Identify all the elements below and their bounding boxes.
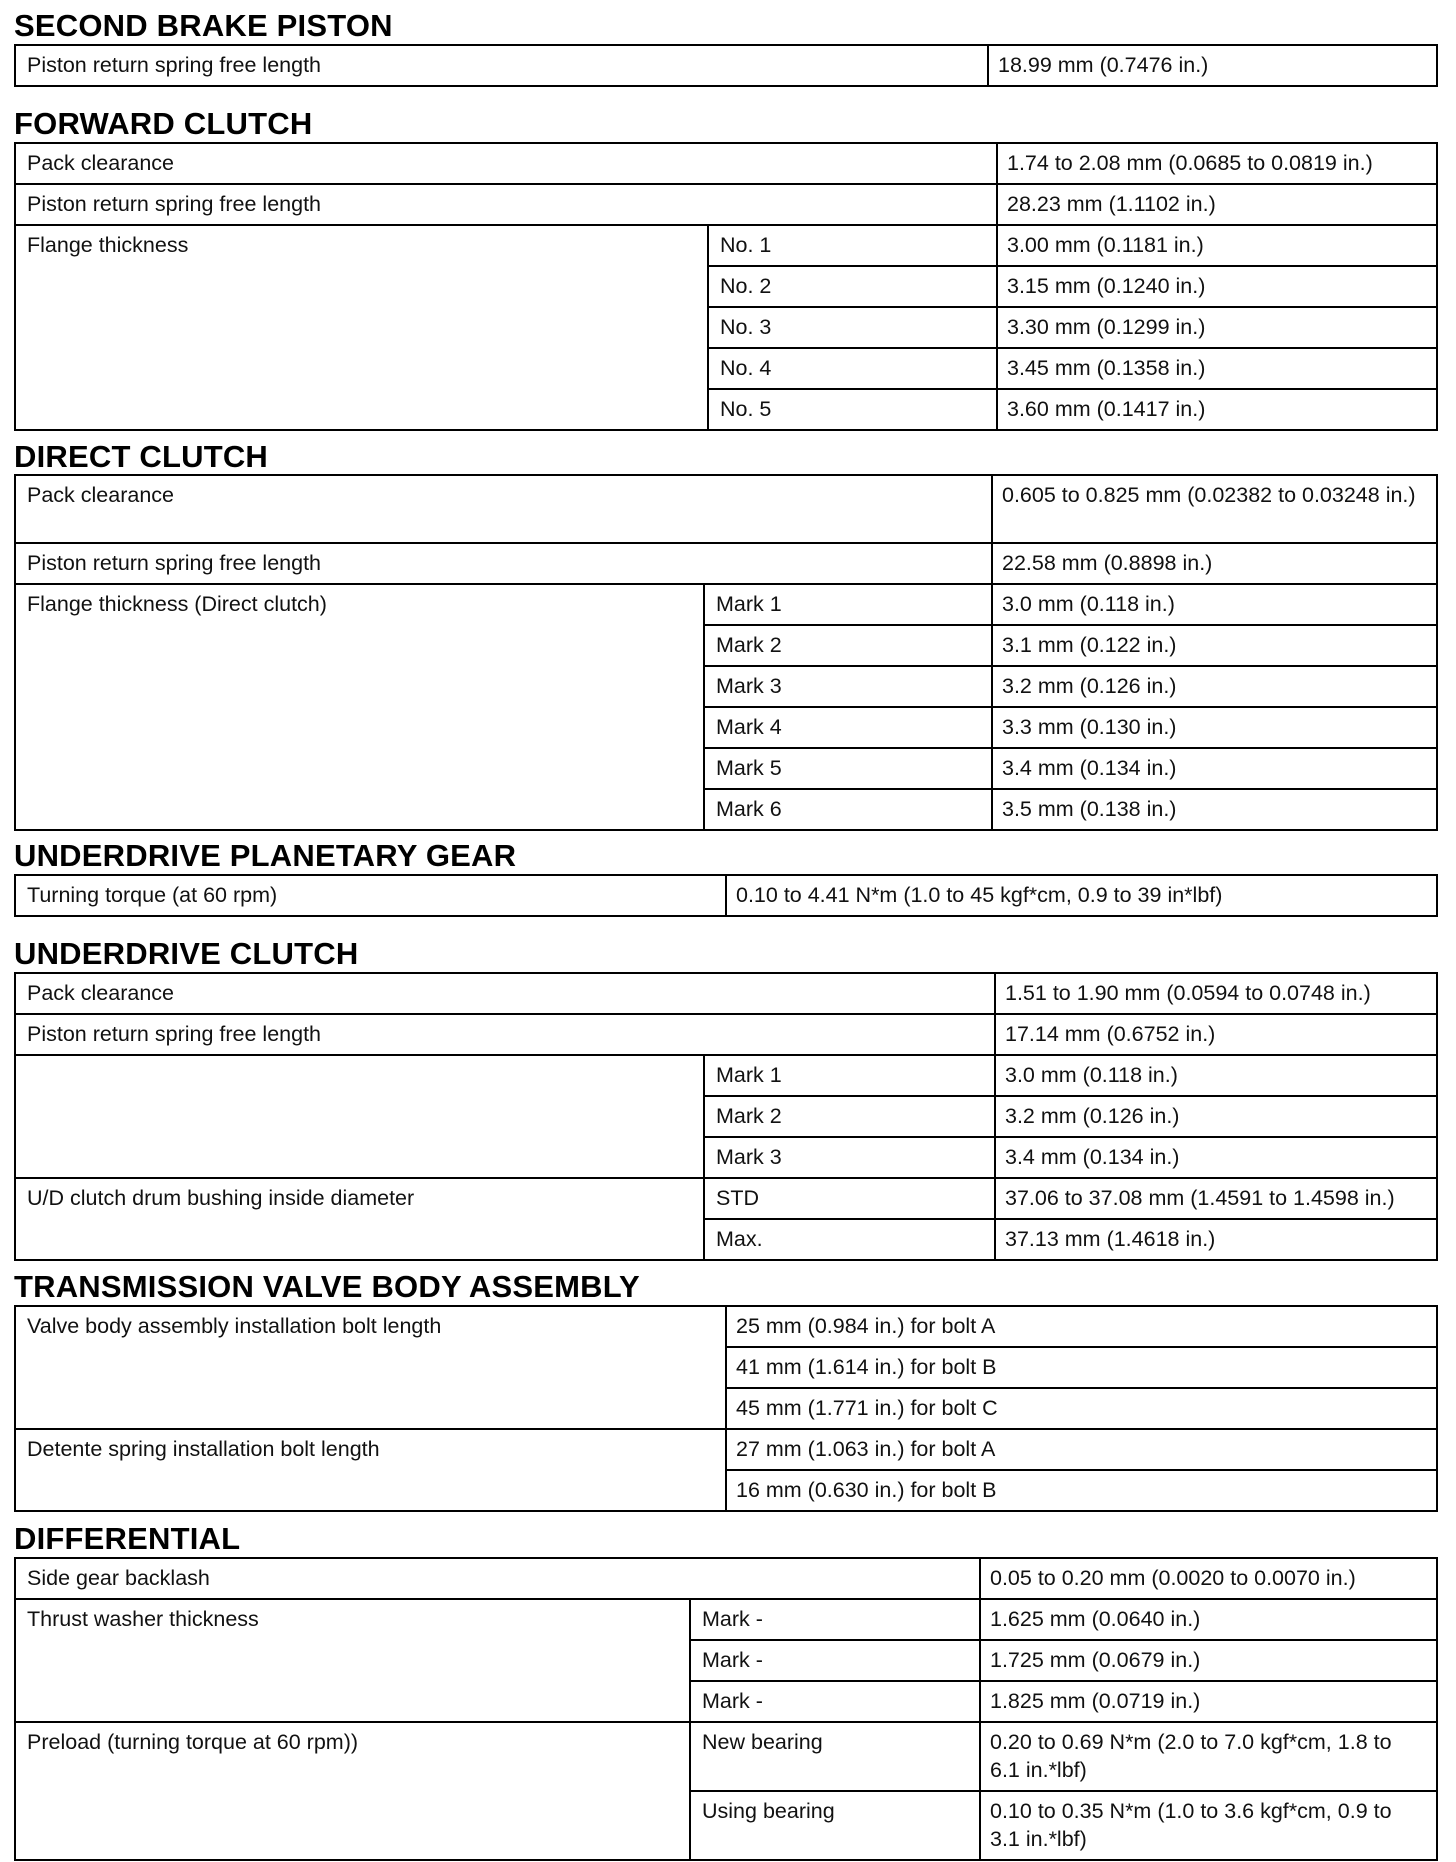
spec-value: 1.51 to 1.90 mm (0.0594 to 0.0748 in.): [995, 973, 1437, 1014]
spec-value: 17.14 mm (0.6752 in.): [995, 1014, 1437, 1055]
spec-sub-label: No. 4: [708, 348, 997, 389]
spec-sub-label: Mark 4: [704, 707, 992, 748]
spec-sub-label: No. 2: [708, 266, 997, 307]
section-title-underdrive-clutch: UNDERDRIVE CLUTCH: [14, 936, 359, 971]
spec-label: Flange thickness (Direct clutch): [15, 584, 704, 830]
section-title-underdrive-planetary-gear: UNDERDRIVE PLANETARY GEAR: [14, 838, 517, 873]
table-row: [15, 1429, 1437, 1470]
spec-sub-label: Mark 2: [704, 625, 992, 666]
spec-label: U/D clutch drum bushing inside diameter: [15, 1178, 704, 1260]
spec-value: 1.825 mm (0.0719 in.): [980, 1681, 1437, 1722]
table-row: [15, 1558, 1437, 1599]
spec-value: 45 mm (1.771 in.) for bolt C: [726, 1388, 1437, 1429]
section-title-differential: DIFFERENTIAL: [14, 1521, 241, 1556]
table-direct-clutch: [14, 474, 1438, 831]
spec-value: 3.4 mm (0.134 in.): [992, 748, 1437, 789]
spec-value: 16 mm (0.630 in.) for bolt B: [726, 1470, 1437, 1511]
spec-sub-label: STD: [704, 1178, 995, 1219]
spec-sub-label: No. 1: [708, 225, 997, 266]
table-differential: [14, 1557, 1438, 1861]
section-title-forward-clutch: FORWARD CLUTCH: [14, 106, 313, 141]
table-row: [15, 45, 1437, 86]
spec-label: Pack clearance: [15, 143, 997, 184]
spec-label: Piston return spring free length: [15, 45, 988, 86]
spec-label: Valve body assembly installation bolt length: [15, 1306, 726, 1429]
table-row: [15, 1722, 1437, 1791]
spec-value: 41 mm (1.614 in.) for bolt B: [726, 1347, 1437, 1388]
spec-value: 3.5 mm (0.138 in.): [992, 789, 1437, 830]
table-row: [15, 143, 1437, 184]
spec-label: Piston return spring free length: [15, 184, 997, 225]
table-row: [15, 184, 1437, 225]
section-title-second-brake-piston: SECOND BRAKE PISTON: [14, 8, 393, 43]
spec-value: 0.20 to 0.69 N*m (2.0 to 7.0 kgf*cm, 1.8 to 6.1 in.*lbf): [980, 1722, 1437, 1791]
spec-value: 3.3 mm (0.130 in.): [992, 707, 1437, 748]
spec-sub-label: No. 5: [708, 389, 997, 430]
table-row: [15, 584, 1437, 625]
spec-value: 1.625 mm (0.0640 in.): [980, 1599, 1437, 1640]
spec-sub-label: Max.: [704, 1219, 995, 1260]
spec-label: Thrust washer thickness: [15, 1599, 690, 1722]
table-row: [15, 543, 1437, 584]
spec-value: 18.99 mm (0.7476 in.): [988, 45, 1437, 86]
spec-sub-label: No. 3: [708, 307, 997, 348]
spec-sub-label: Mark 3: [704, 666, 992, 707]
table-transmission-valve-body-assembly: [14, 1305, 1438, 1512]
spec-value: 3.2 mm (0.126 in.): [992, 666, 1437, 707]
spec-value: 0.05 to 0.20 mm (0.0020 to 0.0070 in.): [980, 1558, 1437, 1599]
table-row: [15, 1306, 1437, 1347]
spec-label: Turning torque (at 60 rpm): [15, 875, 726, 916]
spec-value: 25 mm (0.984 in.) for bolt A: [726, 1306, 1437, 1347]
spec-sub-label: Mark 1: [704, 584, 992, 625]
spec-value: 3.00 mm (0.1181 in.): [997, 225, 1437, 266]
spec-sub-label: Mark -: [690, 1681, 980, 1722]
table-row: [15, 1599, 1437, 1640]
spec-value: 3.0 mm (0.118 in.): [995, 1055, 1437, 1096]
spec-value: 1.74 to 2.08 mm (0.0685 to 0.0819 in.): [997, 143, 1437, 184]
spec-value: 3.0 mm (0.118 in.): [992, 584, 1437, 625]
spec-sub-label: Mark -: [690, 1599, 980, 1640]
spec-sub-label: Mark 3: [704, 1137, 995, 1178]
spec-label: Pack clearance: [15, 973, 995, 1014]
spec-sub-label: Using bearing: [690, 1791, 980, 1860]
spec-value: 22.58 mm (0.8898 in.): [992, 543, 1437, 584]
spec-value: 37.13 mm (1.4618 in.): [995, 1219, 1437, 1260]
spec-label: Flange thickness: [15, 225, 708, 430]
spec-value: 0.10 to 0.35 N*m (1.0 to 3.6 kgf*cm, 0.9 to 3.1 in.*lbf): [980, 1791, 1437, 1860]
table-row: [15, 225, 1437, 266]
spec-label: Piston return spring free length: [15, 1014, 995, 1055]
spec-value: 28.23 mm (1.1102 in.): [997, 184, 1437, 225]
spec-label: [15, 1055, 704, 1178]
spec-value: 1.725 mm (0.0679 in.): [980, 1640, 1437, 1681]
spec-value: 27 mm (1.063 in.) for bolt A: [726, 1429, 1437, 1470]
section-title-direct-clutch: DIRECT CLUTCH: [14, 439, 269, 474]
spec-value: 3.60 mm (0.1417 in.): [997, 389, 1437, 430]
spec-value: 3.45 mm (0.1358 in.): [997, 348, 1437, 389]
spec-label: Pack clearance: [15, 475, 992, 543]
spec-sub-label: Mark 5: [704, 748, 992, 789]
spec-label: Detente spring installation bolt length: [15, 1429, 726, 1511]
spec-value: 3.15 mm (0.1240 in.): [997, 266, 1437, 307]
spec-value: 3.4 mm (0.134 in.): [995, 1137, 1437, 1178]
spec-sub-label: Mark -: [690, 1640, 980, 1681]
spec-value: 3.2 mm (0.126 in.): [995, 1096, 1437, 1137]
spec-value: 37.06 to 37.08 mm (1.4591 to 1.4598 in.): [995, 1178, 1437, 1219]
table-row: [15, 1178, 1437, 1219]
spec-sub-label: Mark 1: [704, 1055, 995, 1096]
spec-label: Preload (turning torque at 60 rpm)): [15, 1722, 690, 1860]
table-row: [15, 875, 1437, 916]
spec-sub-label: Mark 6: [704, 789, 992, 830]
spec-value: 3.1 mm (0.122 in.): [992, 625, 1437, 666]
table-underdrive-clutch: [14, 972, 1438, 1261]
table-row: [15, 1055, 1437, 1096]
spec-value: 0.605 to 0.825 mm (0.02382 to 0.03248 in.): [992, 475, 1437, 543]
table-row: [15, 1014, 1437, 1055]
table-second-brake-piston: [14, 44, 1438, 87]
table-forward-clutch: [14, 142, 1438, 431]
spec-label: Piston return spring free length: [15, 543, 992, 584]
table-row: [15, 475, 1437, 543]
spec-value: 0.10 to 4.41 N*m (1.0 to 45 kgf*cm, 0.9 to 39 in*lbf): [726, 875, 1437, 916]
table-underdrive-planetary-gear: [14, 874, 1438, 917]
spec-sub-label: New bearing: [690, 1722, 980, 1791]
spec-label: Side gear backlash: [15, 1558, 980, 1599]
spec-value: 3.30 mm (0.1299 in.): [997, 307, 1437, 348]
spec-sub-label: Mark 2: [704, 1096, 995, 1137]
section-title-transmission-valve-body-assembly: TRANSMISSION VALVE BODY ASSEMBLY: [14, 1269, 640, 1304]
table-row: [15, 973, 1437, 1014]
